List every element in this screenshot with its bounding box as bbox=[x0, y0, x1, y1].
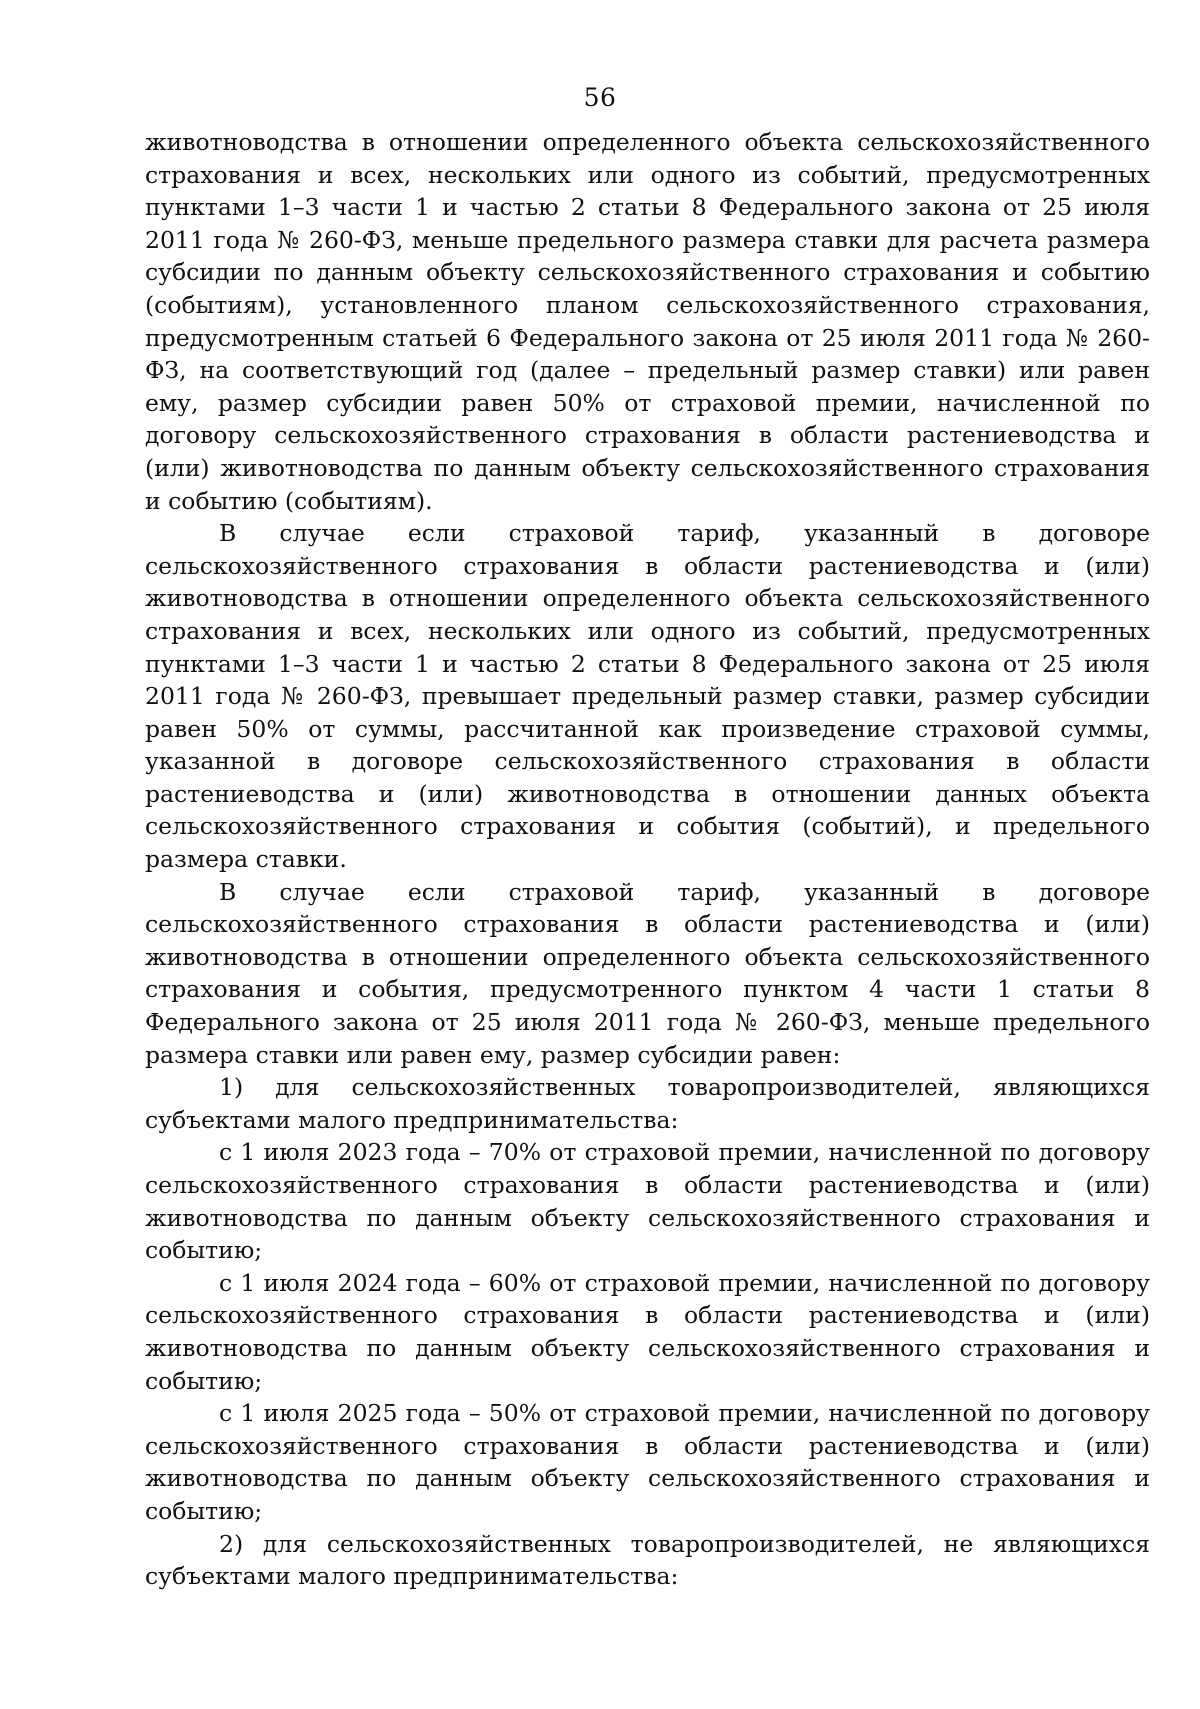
list-item-2023-rate: с 1 июля 2023 года – 70% от страховой премии, начисленной по договору сельскохозяйственного страхования в области растениеводства и (или) животноводства по данным объекту сельскохозяйственного страхования и событию; bbox=[145, 1138, 1150, 1265]
paragraph-tariff-below-limit: В случае если страховой тариф, указанный в договоре сельскохозяйственного страхования в области растениеводства и (или) животноводства в отношении определенного объекта сельскохозяйственного страхования и события, предусмотренного пунктом 4 части 1 статьи 8 Федерального закона от 25 июля 2011 года № 260-ФЗ, меньше предельного размера ставки или равен ему, размер субсидии равен: bbox=[145, 877, 1150, 1069]
list-item-small-business: 1) для сельскохозяйственных товаропроизводителей, являющихся субъектами малого предпринимательства: bbox=[145, 1073, 1150, 1134]
list-item-non-small-business: 2) для сельскохозяйственных товаропроизводителей, не являющихся субъектами малого предпринимательства: bbox=[145, 1529, 1150, 1591]
document-body bbox=[145, 126, 1150, 1593]
list-item-2025-rate: с 1 июля 2025 года – 50% от страховой премии, начисленной по договору сельскохозяйственного страхования в области растениеводства и (или) животноводства по данным объекту сельскохозяйственного страхования и событию; bbox=[145, 1399, 1150, 1525]
page-number: 56 bbox=[583, 83, 617, 112]
paragraph-tariff-exceeds-limit: В случае если страховой тариф, указанный в договоре сельскохозяйственного страхования в области растениеводства и (или) животноводства в отношении определенного объекта сельскохозяйственного страхования и всех, нескольких или одного из событий, предусмотренных пунктами 1–3 части 1 и частью 2 статьи 8 Федерального закона от 25 июля 2011 года № 260-ФЗ, превышает предельный размер ставки, размер субсидии равен 50% от суммы, рассчитанной как произведение страховой суммы, указанной в договоре сельскохозяйственного страхования в области растениеводства и (или) животноводства в отношении данных объекта сельскохозяйственного страхования и события (событий), и предельного размера ставки. bbox=[145, 519, 1150, 874]
paragraph-continuation: животноводства в отношении определенного объекта сельскохозяйственного страхования и всех, нескольких или одного из событий, предусмотренных пунктами 1–3 части 1 и частью 2 статьи 8 Федерального закона от 25 июля 2011 года № 260-ФЗ, меньше предельного размера ставки для расчета размера субсидии по данным объекту сельскохозяйственного страхования и событию (событиям), установленного планом сельскохозяйственного страхования, предусмотренным статьей 6 Федерального закона от 25 июля 2011 года № 260-ФЗ, на соответствующий год (далее – предельный размер ставки) или равен ему, размер субсидии равен 50% от страховой премии, начисленной по договору сельскохозяйственного страхования в области растениеводства и (или) животноводства по данным объекту сельскохозяйственного страхования и событию (событиям). bbox=[145, 128, 1150, 515]
list-item-2024-rate: с 1 июля 2024 года – 60% от страховой премии, начисленной по договору сельскохозяйственного страхования в области растениеводства и (или) животноводства по данным объекту сельскохозяйственного страхования и событию; bbox=[145, 1268, 1150, 1395]
